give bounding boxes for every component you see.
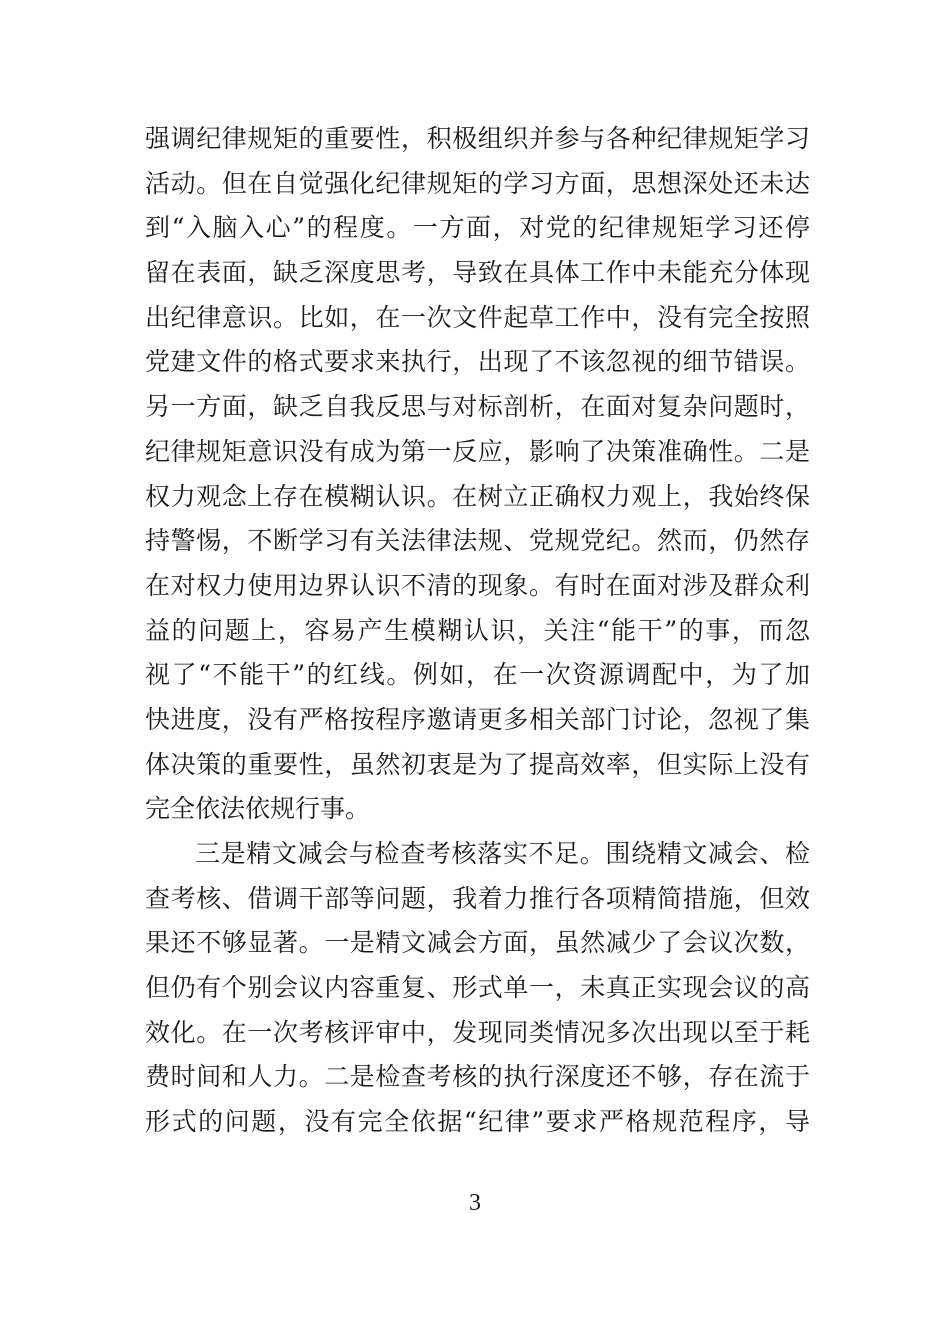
paragraph-line: 强调纪律规矩的重要性，积极组织并参与各种纪律规矩学习 <box>145 124 810 153</box>
paragraph-line: 果还不够显著。一是精文减会方面，虽然减少了会议次数， <box>145 928 810 958</box>
paragraph-line: 完全依法依规行事。 <box>145 794 371 824</box>
paragraph-line: 出纪律意识。比如，在一次文件起草工作中，没有完全按照 <box>145 302 810 332</box>
page-number: 3 <box>469 1190 481 1216</box>
paragraph-line: 费时间和人力。二是检查考核的执行深度还不够，存在流于 <box>145 1062 810 1092</box>
paragraph-line: 党建文件的格式要求来执行，出现了不该忽视的细节错误。 <box>145 347 810 377</box>
paragraph-line: 三是精文减会与检查考核落实不足。围绕精文减会、检 <box>195 839 810 868</box>
paragraph-line: 查考核、借调干部等问题，我着力推行各项精简措施，但效 <box>145 883 810 913</box>
paragraph-line: 纪律规矩意识没有成为第一反应，影响了决策准确性。二是 <box>145 436 810 466</box>
paragraph-line: 活动。但在自觉强化纪律规矩的学习方面，思想深处还未达 <box>145 168 810 198</box>
paragraph-1 <box>145 117 810 832</box>
paragraph-line: 到“入脑入心”的程度。一方面，对党的纪律规矩学习还停 <box>145 213 810 243</box>
paragraph-line: 权力观念上存在模糊认识。在树立正确权力观上，我始终保 <box>145 481 810 511</box>
paragraph-line: 形式的问题，没有完全依据“纪律”要求严格规范程序，导 <box>145 1107 810 1137</box>
paragraph-line: 快进度，没有严格按程序邀请更多相关部门讨论，忽视了集 <box>145 704 810 734</box>
paragraph-line: 体决策的重要性，虽然初衷是为了提高效率，但实际上没有 <box>145 749 810 779</box>
paragraph-line: 视了“不能干”的红线。例如，在一次资源调配中，为了加 <box>145 660 810 690</box>
paragraph-2 <box>145 832 810 1145</box>
paragraph-line: 在对权力使用边界认识不清的现象。有时在面对涉及群众利 <box>145 570 810 600</box>
paragraph-line: 留在表面，缺乏深度思考，导致在具体工作中未能充分体现 <box>145 258 810 288</box>
paragraph-line: 效化。在一次考核评审中，发现同类情况多次出现以至于耗 <box>145 1017 810 1047</box>
paragraph-line: 但仍有个别会议内容重复、形式单一，未真正实现会议的高 <box>145 973 810 1003</box>
paragraph-line: 益的问题上，容易产生模糊认识，关注“能干”的事，而忽 <box>145 615 810 645</box>
paragraph-line: 另一方面，缺乏自我反思与对标剖析，在面对复杂问题时， <box>145 392 810 422</box>
paragraph-line: 持警惕，不断学习有关法律法规、党规党纪。然而，仍然存 <box>145 526 810 556</box>
